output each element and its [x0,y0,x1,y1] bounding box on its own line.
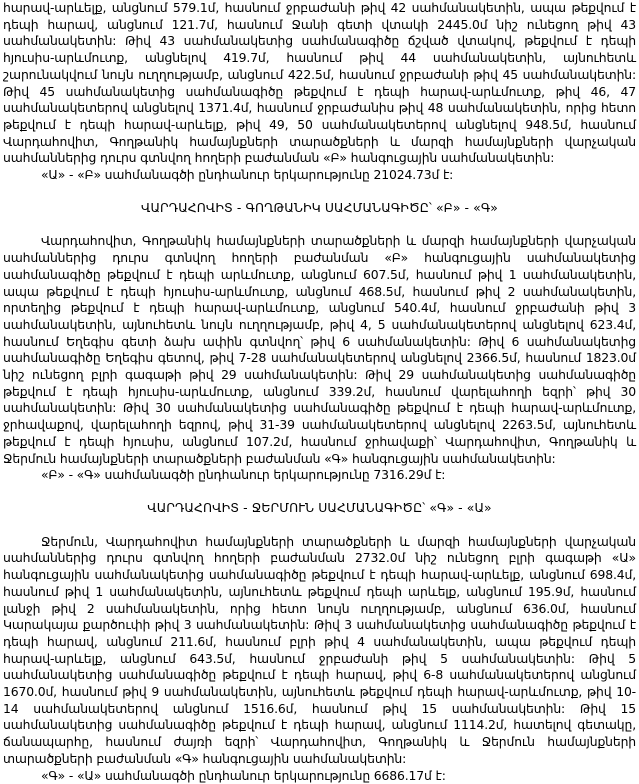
spacer [3,216,636,233]
boundary-total-length: «Գ» - «Ա» սահմանագծի ընդհանուր երկարությունը 6686.17մ է: [41,767,446,783]
boundary-paragraph: Ջերմուն, Վարդահովիտ համայնքների տարածքների և մարզի համայնքների վարչական սահմաններից դուրս գտնվող հողերի բաժանման 2732.0մ նիշ ունեցող բլրի գագաթի «Ա» հանգուցային սահմանակետից սահմանագիծը թեքվում է դեպի հարավ-արևելք, անցնում 698.4մ, հասնում թիվ 1 սահմանակետին, այնուհետև թեքվում դեպի արևելք, անցնում 195.9մ, հասնում լանջի թիվ 2 սահմանակետին, որից հետո նույն ուղղությամբ, անցնում 636.0մ, հասնում Կարակայա քարծուփի թիվ 3 սահմանակետին: Թիվ 3 սահմանակետից սահմանագիծը թեքվում է դեպի հարավ, անցնում 211.6մ, հասնում բլրի թիվ 4 սահմանակետին, ապա թեքվում դեպի հարավ-արևելք, անցնում 643.5մ, հասնում ջրբաժանի թիվ 5 սահմանակետին: Թիվ 5 սահմանակետից սահմանագիծը թեքվում է դեպի հարավ, թիվ 6-8 սահմանակետերով անցնում 1670.0մ, հասնում թիվ 9 սահմանակետին, այնուհետև թեքվում դեպի հարավ-արևմուտք, թիվ 10-14 սահմանակետերով անցնում 1516.6մ, հասնում թիվ 15 սահմանակետին: Թիվ 15 սահմանակետից սահմանագիծը թեքվում է դեպի հարավ, անցնում 1114.2մ, հատելով գետակը, ճանապարհը, հասնում ժայռի եզրի՝ Վարդահովիտ, Գողթանիկ և Ջերմուն համայնքների տարածքների բաժանման «Գ» հանգուցային սահմանակետին: [3,533,636,766]
section-b-g [3,200,636,484]
spacer [3,484,636,500]
spacer [3,517,636,534]
boundary-total-length: «Բ» - «Գ» սահմանագծի ընդհանուր երկարությունը 7316.29մ է: [41,467,446,483]
boundary-paragraph: հարավ-արևելք, անցնում 579.1մ, հասնում ջրբաժանի թիվ 42 սահմանակետին, ապա թեքվում է դեպի հարավ, անցնում 121.7մ, հասնում Ջանի գետի վտակի 2445.0մ նիշ ունեցող թիվ 43 սահմանակետին: Թիվ 43 սահմանակետից սահմանագիծը ճշված վտակով, թեքվում է դեպի հյուսիս-արևմուտք, անցնելով 419.7մ, հասնում թիվ 44 սահմանակետին, այնուհետև շարունակվում նույն ուղղությամբ, անցնում 422.5մ, հասնում ջրբաժանի թիվ 45 սահմանակետին: Թիվ 45 սահմանակետից սահմանագիծը թեքվում է դեպի հարավ-արևմուտք, թիվ 46, 47 սահմանակետերով անցնելով 1371.4մ, հասնում ջրբաժանիս թիվ 48 սահմանակետին, որից հետո թեքվում է դեպի հարավ-արևելք, թիվ 49, 50 սահմանակետերով անցնելով 948.5մ, հասնում Վարդահովիտ, Գողթանիկ համայնքների տարածքների և մարզի համայնքների վարչական սահմաններից դուրս գտնվող հողերի բաժանման «Բ» հանգուցային սահմանակետին: [3,0,636,166]
boundary-paragraph: Վարդահովիտ, Գողթանիկ համայնքների տարածքների և մարզի համայնքների վարչական սահմաններից դուրս գտնվող հողերի բաժանման «Բ» հանգուցային սահմանակետից սահմանագիծը թեքվում է դեպի արևմուտք, անցնում 607.5մ, հասնում թիվ 1 սահմանակետին, ապա թեքվում է դեպի հյուսիս-արևմուտք, անցնում 468.5մ, հասնում թիվ 2 սահմանակետին, որտեղից թեքվում է դեպի հարավ-արևմուտք, անցնում 540.4մ, հասնում ջրբաժանի թիվ 3 սահմանակետին, այնուհետև նույն ուղղությամբ, թիվ 4, 5 սահմանակետերով անցնելով 623.4մ, հասնում Եղեգիս գետի ձախ ափին գտնվող՝ թիվ 6 սահմանակետին: Թիվ 6 սահմանակետից սահմանագիծը Եղեգիս գետով, թիվ 7-28 սահմանակետերով անցնելով 2366.5մ, հասնում 1823.0մ նիշ ունեցող բլրի գագաթի թիվ 29 սահմանակետին: Թիվ 29 սահմանակետից սահմանագիծը թեքվում է դեպի հյուսիս-արևմուտք, անցնում 339.2մ, հասնում վարելահողի եզրի՝ թիվ 30 սահմանակետին: Թիվ 30 սահմանակետից սահմանագիծը թեքվում է դեպի հարավ-արևմուտք, ջրհավաքով, վարելահողի եզրով, թիվ 31-39 սահմանակետերով անցնելով 2263.5մ, այնուհետև թեքվում է դեպի հյուսիս, անցնում 107.2մ, հասնում ջրհավաքի՝ Վարդահովիտ, Գողթանիկ և Ջերմուն համայնքների տարածքների բաժանման «Գ» հանգուցային սահմանակետին: [3,233,636,466]
section-g-a [3,500,636,784]
section-title: ՎԱՐԴԱՀՈՎԻՏ - ԳՈՂԹԱՆԻԿ ՍԱՀՄԱՆԱԳԻԾԸ՝ «Բ» - «Գ» [141,199,498,215]
section-a-b-continuation [3,0,636,184]
boundary-total-length: «Ա» - «Բ» սահմանագծի ընդհանուր երկարությունը 21024.73մ է: [41,167,454,183]
spacer [3,184,636,200]
section-title: ՎԱՐԴԱՀՈՎԻՏ - ՋԵՐՄՈՒՆ ՍԱՀՄԱՆԱԳԻԾԸ՝ «Գ» - «Ա» [147,499,492,515]
